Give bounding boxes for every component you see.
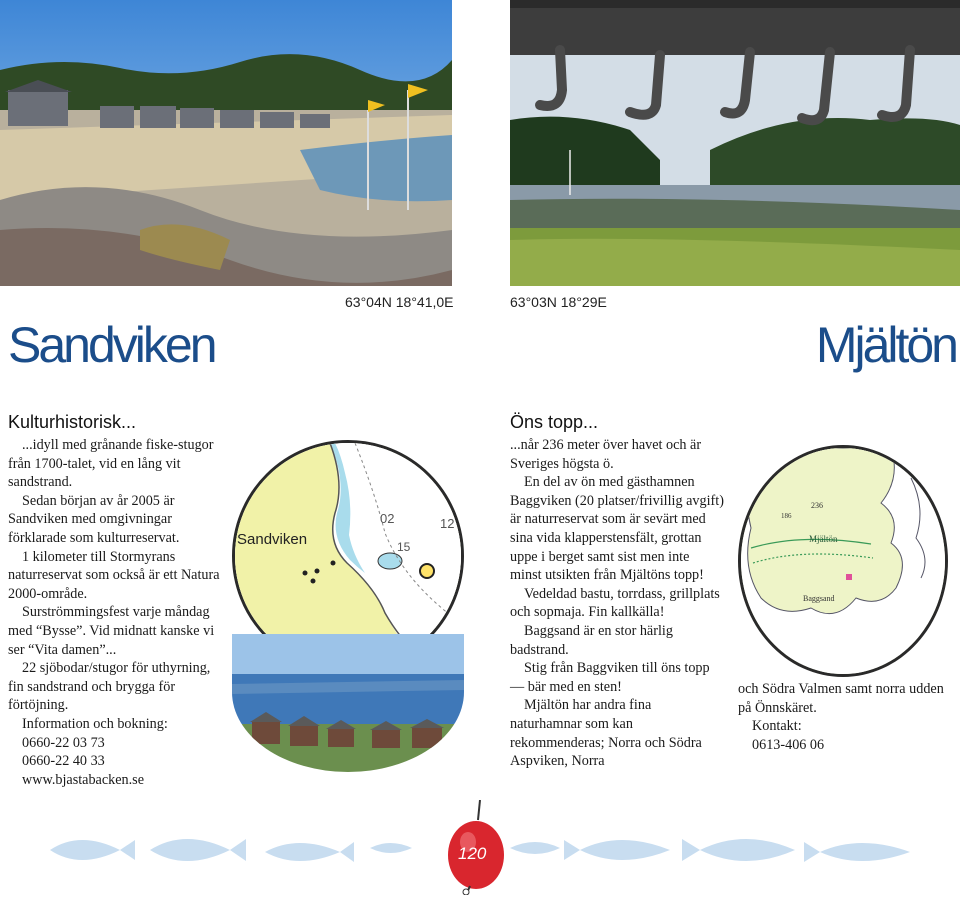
svg-text:186: 186 [781, 512, 792, 520]
mjalton-map [738, 445, 948, 677]
paragraph: Sedan början av år 2005 är Sandviken med omgivningar förklarade som kulturreservat. [8, 492, 180, 546]
paragraph: ...idyll med grånande fiske-stugor från 1700-talet, vid en lång vit sandstrand. [8, 437, 214, 491]
svg-text:12: 12 [440, 516, 455, 531]
cabins-photo [232, 634, 464, 772]
mjalton-subheading: Öns topp... [510, 412, 599, 432]
mjalton-coordinates: 63°03N 18°29E [510, 294, 607, 310]
paragraph-continuation: och Södra Valmen samt norra udden på Önnskäret. [738, 681, 944, 716]
page-number: 120 [458, 844, 487, 863]
mjalton-title: Mjältön [815, 317, 956, 373]
paragraph: Information och bokning: [22, 715, 168, 732]
paragraph: Baggsand är en stor härlig badstrand. [510, 622, 673, 658]
sandviken-map-label: Sandviken [237, 531, 308, 548]
svg-text:02: 02 [380, 511, 395, 526]
mjalton-continuation [738, 680, 960, 754]
sandviken-subheading: Kulturhistorisk... [8, 412, 137, 432]
mjalton-body [510, 436, 724, 771]
paragraph: 1 kilometer till Stormyrans naturreservat som också är ett Natura 2000-område. [8, 548, 220, 602]
paragraph: Vedeldad bastu, torrdass, grillplats och sopmaja. Fin kallkälla! [510, 585, 720, 621]
sandviken-coordinates: 63°04N 18°41,0E [345, 294, 454, 310]
mjalton-photo [510, 0, 960, 286]
paragraph: ...når 236 meter över havet och är Sveriges högsta ö. [510, 437, 702, 472]
float-page-marker [440, 800, 510, 895]
phone-2: 0660-22 40 33 [22, 753, 105, 770]
paragraph: En del av ön med gästhamnen Baggviken (20 platser/frivillig avgift) är naturreservat som är sevärt med sina vida klapperstensfält, grottan uppe i berget samt sist men inte minst utsikten från Mjältöns topp! [510, 474, 724, 584]
paragraph: 22 sjöbodar/stugor för uthyrning, fin sandstrand och brygga för förtöjning. [8, 660, 211, 714]
sandviken-body [8, 436, 226, 789]
fish-decoration-right [510, 820, 950, 880]
sandviken-photo [0, 0, 452, 286]
svg-text:236: 236 [811, 501, 823, 510]
paragraph: Stig från Baggviken till öns topp — bär med en sten! [510, 660, 710, 695]
contact-phone: 0613-406 06 [752, 736, 825, 753]
website-link[interactable]: www.bjastabacken.se [22, 771, 144, 788]
paragraph: Surströmmingsfest varje måndag med “Bysse”. Vid midnatt kanske vi ser “Vita damen”... [8, 604, 215, 658]
paragraph: Mjältön har andra fina naturhamnar som kan rekommenderas; Norra och Södra Aspviken, Norra [510, 697, 702, 770]
fish-decoration-left [40, 820, 430, 880]
mjalton-map-beach-label: Baggsand [803, 594, 835, 603]
phone-1: 0660-22 03 73 [22, 734, 105, 751]
svg-text:15: 15 [397, 540, 411, 554]
sandviken-title: Sandviken [8, 317, 215, 373]
contact-label: Kontakt: [752, 718, 802, 735]
mjalton-map-island-label: Mjältön [809, 534, 838, 544]
